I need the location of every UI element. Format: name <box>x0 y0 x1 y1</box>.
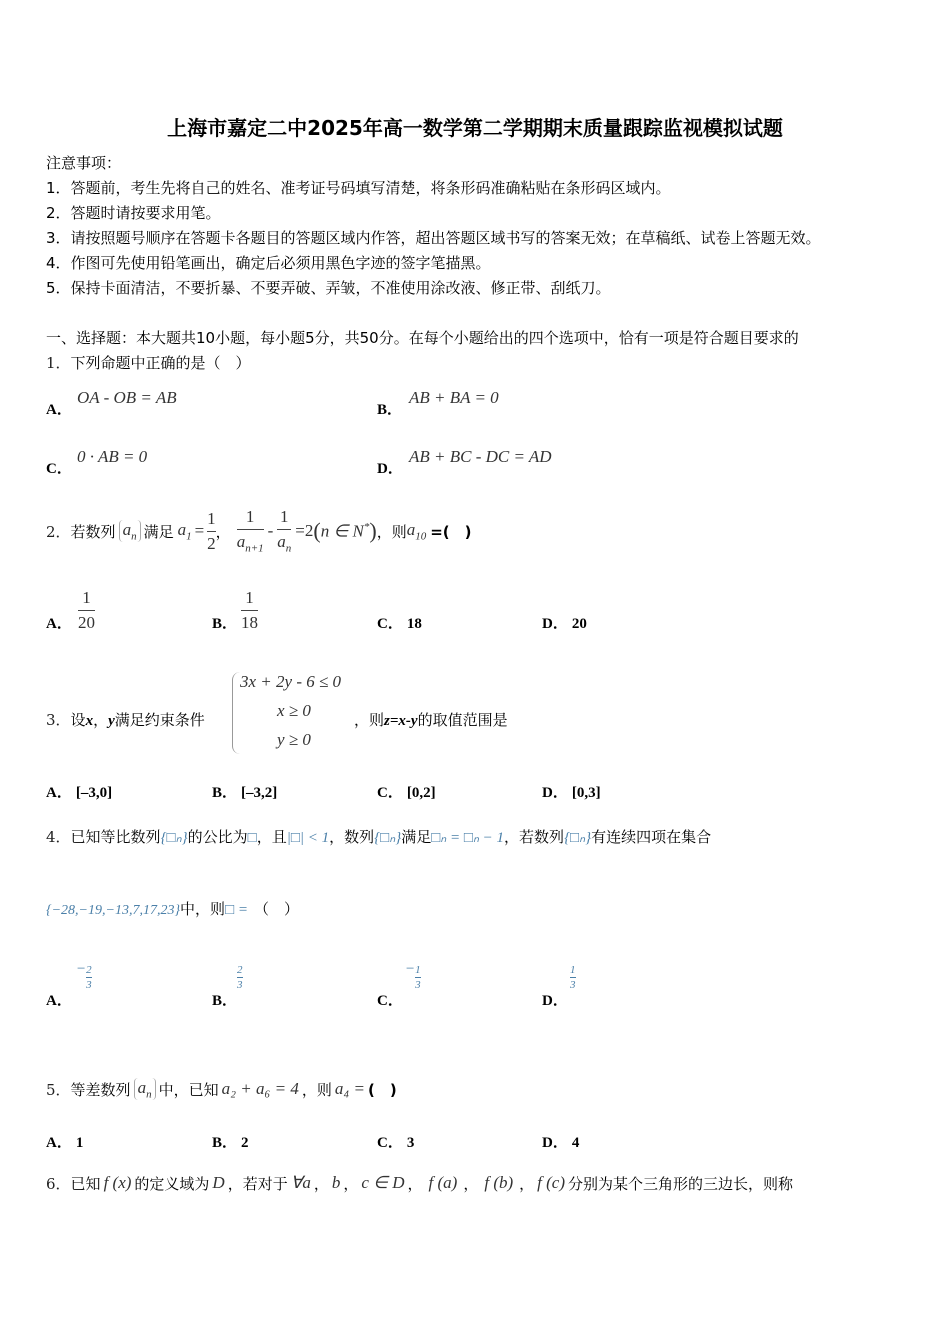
option-label: D． <box>542 616 568 632</box>
q1-option-c-label: C． <box>46 461 72 477</box>
denominator: 20 <box>78 613 95 632</box>
option-value: [0,3] <box>571 785 601 801</box>
q1-option-d-label: D． <box>377 461 403 477</box>
question-number: 3． <box>46 711 71 729</box>
math-symbol: □ₙ = □ₙ − 1 <box>431 830 505 846</box>
fraction-one-half <box>207 509 216 554</box>
sign: − <box>76 961 87 977</box>
numerator: 2 <box>86 964 92 976</box>
question-text: 已知等比数列 <box>70 828 161 846</box>
denominator: 3 <box>415 979 421 991</box>
function-value: f (a) <box>428 1173 458 1192</box>
question-3-stem-start <box>46 709 205 730</box>
option-value: 1 <box>75 1135 84 1151</box>
question-6-stem <box>46 1168 793 1198</box>
symbol: a <box>122 519 132 539</box>
option-value: [–3,2] <box>241 785 278 801</box>
a1-symbol <box>178 520 192 542</box>
function-symbol: f (x) <box>103 1173 132 1192</box>
fraction <box>415 964 421 991</box>
math-symbol: {□ₙ} <box>374 830 402 846</box>
punctuation: ， <box>463 1174 479 1193</box>
q5-option-b <box>212 1131 249 1152</box>
question-text: 的取值范围是 <box>417 711 508 729</box>
question-number: 4． <box>46 828 71 846</box>
variable: y <box>108 713 115 729</box>
option-label: D． <box>542 1135 568 1151</box>
denominator: 18 <box>241 613 258 632</box>
option-value: 2 <box>241 1135 249 1151</box>
option-label: B． <box>212 1135 238 1151</box>
option-value: 18 <box>406 616 422 632</box>
question-text: 的公比为 <box>187 828 248 846</box>
q3-option-a <box>46 781 112 802</box>
q1-option-a-label: A． <box>46 402 72 418</box>
math-symbol: |□| < 1 <box>286 830 330 846</box>
q2-option-a-label: A． <box>46 616 72 632</box>
question-text: 满足 <box>143 522 174 541</box>
question-number: 2． <box>46 522 71 541</box>
punctuation: ， <box>93 711 109 729</box>
option-label: B． <box>212 785 238 801</box>
fraction-reciprocal-an <box>277 507 291 554</box>
equals-sign: = <box>194 521 205 540</box>
q4-option-d-value <box>570 958 576 991</box>
q5-option-c <box>377 1131 414 1152</box>
q4-option-c-value <box>405 958 421 991</box>
q1-option-d-expr: AB + BC - DC = AD <box>409 447 552 466</box>
variable: x <box>85 713 94 729</box>
note-item: 1．答题前，考生先将自己的姓名、准考证号码填写清楚，将条形码准确粘贴在条形码区域内。 <box>46 179 671 197</box>
numerator: 1 <box>570 964 576 976</box>
symbol: a <box>177 519 187 539</box>
q3-option-b <box>212 781 277 802</box>
answer-blank: ( ) <box>368 1080 397 1099</box>
q5-option-a <box>46 1131 83 1152</box>
punctuation: ， <box>519 1174 535 1193</box>
math-symbol: □ = <box>225 902 248 918</box>
fraction-reciprocal-an1 <box>237 507 264 554</box>
q1-option-a-expr: OA - OB = AB <box>77 388 177 407</box>
condition-text: n ∈ N <box>320 521 364 541</box>
q3-option-c <box>377 781 436 802</box>
question-text: ，则 <box>301 1080 332 1099</box>
q2-option-a-value <box>78 588 95 633</box>
subscript: n <box>146 1088 152 1101</box>
q4-option-b-label: B． <box>212 993 238 1009</box>
question-text: 中，则 <box>180 900 226 918</box>
question-text: 满足约束条件 <box>114 711 205 729</box>
denominator: 3 <box>570 979 576 991</box>
subscript: n <box>131 530 137 543</box>
question-3-stem-end <box>354 709 508 730</box>
math-symbol: {□ₙ} <box>160 830 188 846</box>
question-text: 中，已知 <box>158 1080 219 1099</box>
sequence-symbol <box>134 1078 156 1100</box>
q4-option-a-label: A． <box>46 993 72 1009</box>
question-number: 6． <box>46 1174 71 1193</box>
note-item: 3．请按照题号顺序在答题卡各题目的答题区域内作答，超出答题区域书写的答案无效；在草稿纸、试卷上答题无效。 <box>46 229 821 247</box>
question-text: 有连续四项在集合 <box>591 828 712 846</box>
question-text: 下列命题中正确的是（ ） <box>70 354 251 372</box>
sequence-symbol <box>119 520 141 542</box>
option-label: C． <box>377 616 403 632</box>
question-4-stem-cont <box>46 898 299 919</box>
answer-blank: （ ） <box>254 900 300 918</box>
option-value: [–3,0] <box>75 785 113 801</box>
numerator: 1 <box>415 964 421 976</box>
option-label: A． <box>46 1135 72 1151</box>
fraction <box>78 588 95 633</box>
subscript: 1 <box>186 530 192 543</box>
a10-symbol <box>407 520 427 542</box>
fraction <box>237 964 243 991</box>
constraint: 3x + 2y - 6 ≤ 0 <box>240 672 342 691</box>
question-number: 5． <box>46 1080 71 1099</box>
q5-option-d <box>542 1131 579 1152</box>
option-label: D． <box>542 785 568 801</box>
objective: z=x-y <box>384 713 418 729</box>
question-text: ，则 <box>376 522 407 541</box>
symbol: a <box>406 519 416 539</box>
fraction <box>241 588 258 633</box>
symbol: a <box>137 1077 147 1097</box>
q2-option-c <box>377 612 422 633</box>
question-text: 设 <box>70 711 86 729</box>
punctuation: ， <box>215 522 231 541</box>
option-label: C． <box>377 785 403 801</box>
question-1-stem <box>46 352 251 373</box>
question-text: 满足 <box>401 828 432 846</box>
q4-option-a-value <box>76 958 92 991</box>
a4-symbol: a₄ = <box>334 1079 365 1098</box>
notes-heading: 注意事项： <box>46 154 122 172</box>
option-value: [0,2] <box>406 785 436 801</box>
superscript: * <box>363 520 370 533</box>
question-text: ，数列 <box>329 828 375 846</box>
set-expression: {−28,−19,−13,7,17,23} <box>46 903 181 918</box>
option-label: A． <box>46 785 72 801</box>
symbol: a <box>236 532 246 552</box>
punctuation: ， <box>313 1174 329 1193</box>
variable: b <box>331 1173 341 1192</box>
q4-option-d-label: D． <box>542 993 568 1009</box>
subscript: 10 <box>415 530 427 543</box>
numerator: 1 <box>245 588 254 607</box>
math-symbol: {□ₙ} <box>564 830 592 846</box>
function-value: f (b) <box>484 1173 514 1192</box>
q4-option-b-value <box>237 958 243 991</box>
denominator: 3 <box>237 979 243 991</box>
question-text: ，若数列 <box>504 828 565 846</box>
math-symbol: □ <box>247 830 257 846</box>
paren-open: ( <box>313 518 321 543</box>
q1-option-b-expr: AB + BA = 0 <box>409 388 499 407</box>
condition <box>321 521 370 542</box>
numerator: 1 <box>82 588 91 607</box>
numerator: 1 <box>207 508 216 528</box>
constraint-system <box>232 672 359 754</box>
question-text: 若数列 <box>70 522 116 541</box>
denominator: 2 <box>207 533 216 553</box>
option-value: 3 <box>406 1135 415 1151</box>
subscript: n+1 <box>245 542 264 555</box>
option-value: 20 <box>571 616 587 632</box>
question-text: 等差数列 <box>70 1080 131 1099</box>
paren-close: ) <box>369 518 377 543</box>
note-item: 5．保持卡面清洁，不要折暴、不要弄破、弄皱，不准使用涂改液、修正带、刮纸刀。 <box>46 279 611 297</box>
sign: − <box>405 961 416 977</box>
question-number: 1． <box>46 354 71 372</box>
question-text: 的定义域为 <box>134 1174 210 1193</box>
numerator: 2 <box>237 964 243 976</box>
question-2-stem <box>46 506 472 556</box>
fraction <box>570 964 576 991</box>
q2-option-d <box>542 612 587 633</box>
answer-blank: =( ) <box>430 522 472 541</box>
q1-option-c-expr: 0 · AB = 0 <box>77 447 148 466</box>
punctuation: ， <box>407 1174 423 1193</box>
forall-symbol: ∀a <box>290 1173 311 1192</box>
rhs-value: =2 <box>295 521 314 540</box>
q1-option-b-label: B． <box>377 402 403 418</box>
numerator: 1 <box>245 507 255 527</box>
condition-expr: a₂ + a₆ = 4 <box>221 1079 299 1098</box>
note-item: 2．答题时请按要求用笔。 <box>46 204 221 222</box>
question-text: ，若对于 <box>227 1174 288 1193</box>
question-text: 分别为某个三角形的三边长，则称 <box>568 1174 794 1193</box>
domain-symbol: D <box>212 1173 225 1192</box>
note-item: 4．作图可先使用铅笔画出，确定后必须用黑色字迹的签字笔描黑。 <box>46 254 491 272</box>
denominator: 3 <box>86 979 92 991</box>
constraint: x ≥ 0 <box>277 701 311 720</box>
question-5-stem <box>46 1074 397 1104</box>
subscript: n <box>285 542 292 555</box>
symbol: a <box>277 532 286 552</box>
question-4-stem <box>46 826 711 847</box>
fraction <box>86 964 92 991</box>
numerator: 1 <box>280 507 289 527</box>
q2-option-b-label: B． <box>212 616 238 632</box>
question-text: ，且 <box>256 828 287 846</box>
question-text: 已知 <box>70 1174 101 1193</box>
minus-sign: - <box>267 521 274 540</box>
option-value: 4 <box>571 1135 580 1151</box>
page-title: 上海市嘉定二中2025年高一数学第二学期期末质量跟踪监视模拟试题 <box>167 116 783 140</box>
function-value: f (c) <box>537 1173 566 1192</box>
membership-expr: c ∈ D <box>361 1173 405 1192</box>
question-text: ，则 <box>354 711 385 729</box>
option-label: C． <box>377 1135 403 1151</box>
q2-option-b-value <box>241 588 258 633</box>
q4-option-c-label: C． <box>377 993 403 1009</box>
q3-option-d <box>542 781 601 802</box>
constraint: y ≥ 0 <box>277 730 311 749</box>
section-heading: 一、选择题：本大题共10小题，每小题5分，共50分。在每个小题给出的四个选项中，恰有一项是符合题目要求的 <box>46 329 799 347</box>
punctuation: ， <box>343 1174 359 1193</box>
